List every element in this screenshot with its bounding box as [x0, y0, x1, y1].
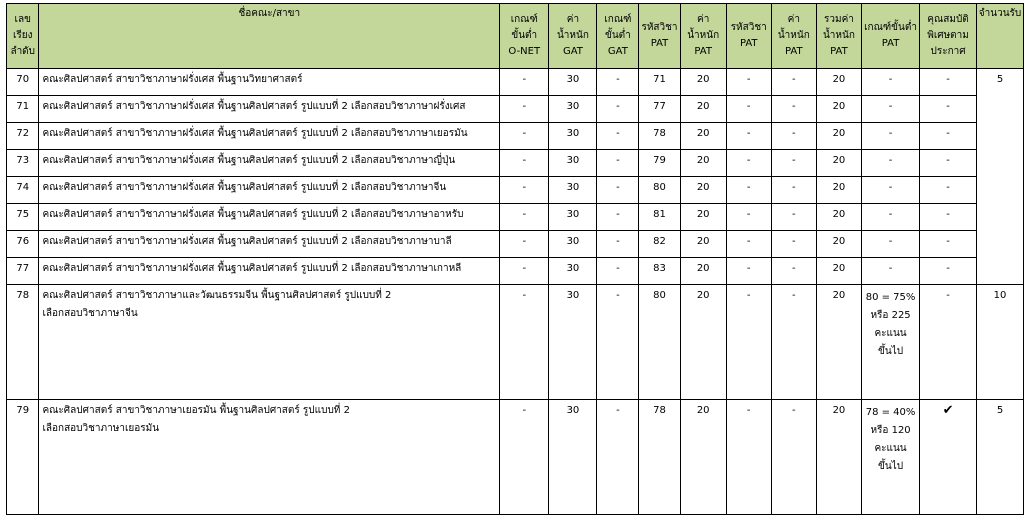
- header-special: คุณสมบัติ พิเศษตาม ประกาศ: [920, 4, 977, 69]
- row-special: -: [920, 231, 977, 258]
- row-seats: 10: [977, 285, 1024, 400]
- row-pat-weight-1: 20: [680, 231, 726, 258]
- row-no: 77: [7, 258, 39, 285]
- header-pat-code-1: รหัสวิชา PAT: [639, 4, 680, 69]
- header-pat-weight-1: ค่า น้ำหนัก PAT: [680, 4, 726, 69]
- row-no: 71: [7, 96, 39, 123]
- row-special: -: [920, 177, 977, 204]
- table-row: [7, 96, 1024, 123]
- row-pat-weight-2: -: [771, 150, 816, 177]
- row-pat-code-2: -: [726, 231, 771, 258]
- row-gat-min: -: [597, 285, 639, 400]
- row-onet-min: -: [500, 69, 549, 96]
- row-special: -: [920, 69, 977, 96]
- row-name: คณะศิลปศาสตร์ สาขาวิชาภาษาฝรั่งเศส พื้นฐานวิทยาศาสตร์: [39, 69, 500, 96]
- row-special: -: [920, 285, 977, 400]
- row-pat-weight-1: 20: [680, 285, 726, 400]
- table-row: [7, 285, 1024, 400]
- row-pat-code-1: 80: [639, 177, 680, 204]
- row-pat-code-1: 77: [639, 96, 680, 123]
- row-gat-weight: 30: [549, 123, 597, 150]
- row-no: 73: [7, 150, 39, 177]
- row-name: คณะศิลปศาสตร์ สาขาวิชาภาษาฝรั่งเศส พื้นฐานศิลปศาสตร์ รูปแบบที่ 2 เลือกสอบวิชาภาษาฝรั่งเศส: [39, 96, 500, 123]
- row-gat-min: -: [597, 400, 639, 515]
- row-pat-code-1: 78: [639, 123, 680, 150]
- row-no: 72: [7, 123, 39, 150]
- row-pat-min: 78 = 40% หรือ 120 คะแนน ขึ้นไป: [862, 400, 920, 515]
- row-pat-weight-2: -: [771, 400, 816, 515]
- row-name: คณะศิลปศาสตร์ สาขาวิชาภาษาฝรั่งเศส พื้นฐานศิลปศาสตร์ รูปแบบที่ 2 เลือกสอบวิชาภาษาจีน: [39, 177, 500, 204]
- row-pat-weight-2: -: [771, 96, 816, 123]
- row-special: -: [920, 204, 977, 231]
- header-pat-weight-2: ค่า น้ำหนัก PAT: [771, 4, 816, 69]
- row-pat-min: -: [862, 69, 920, 96]
- row-no: 78: [7, 285, 39, 400]
- row-seats: 5: [977, 69, 1024, 285]
- header-gat-min: เกณฑ์ ขั้นต่ำ GAT: [597, 4, 639, 69]
- row-pat-weight-2: -: [771, 231, 816, 258]
- header-gat-weight: ค่า น้ำหนัก GAT: [549, 4, 597, 69]
- row-pat-weight-1: 20: [680, 177, 726, 204]
- header-seats: จำนวนรับ: [977, 4, 1024, 69]
- row-pat-code-2: -: [726, 400, 771, 515]
- row-no: 70: [7, 69, 39, 96]
- row-pat-min: -: [862, 177, 920, 204]
- row-gat-weight: 30: [549, 231, 597, 258]
- row-no: 79: [7, 400, 39, 515]
- header-row: [7, 4, 1024, 69]
- table-row: [7, 150, 1024, 177]
- row-pat-weight-2: -: [771, 258, 816, 285]
- row-name: คณะศิลปศาสตร์ สาขาวิชาภาษาฝรั่งเศส พื้นฐานศิลปศาสตร์ รูปแบบที่ 2 เลือกสอบวิชาภาษาเยอรมัน: [39, 123, 500, 150]
- row-name: คณะศิลปศาสตร์ สาขาวิชาภาษาเยอรมัน พื้นฐานศิลปศาสตร์ รูปแบบที่ 2 เลือกสอบวิชาภาษาเยอรมัน: [39, 400, 500, 515]
- row-pat-code-1: 81: [639, 204, 680, 231]
- row-special: -: [920, 150, 977, 177]
- row-pat-code-2: -: [726, 177, 771, 204]
- row-gat-min: -: [597, 123, 639, 150]
- header-name: ชื่อคณะ/สาขา: [39, 4, 500, 69]
- row-pat-total: 20: [816, 150, 861, 177]
- row-onet-min: -: [500, 231, 549, 258]
- row-gat-min: -: [597, 231, 639, 258]
- row-pat-total: 20: [816, 177, 861, 204]
- row-pat-code-1: 78: [639, 400, 680, 515]
- row-pat-min: -: [862, 150, 920, 177]
- row-pat-total: 20: [816, 123, 861, 150]
- row-onet-min: -: [500, 258, 549, 285]
- row-no: 74: [7, 177, 39, 204]
- row-gat-weight: 30: [549, 150, 597, 177]
- row-pat-code-2: -: [726, 150, 771, 177]
- row-pat-code-1: 82: [639, 231, 680, 258]
- row-special: -: [920, 123, 977, 150]
- row-pat-code-1: 83: [639, 258, 680, 285]
- row-gat-weight: 30: [549, 69, 597, 96]
- header-no: เลข เรียง ลำดับ: [7, 4, 39, 69]
- header-onet-min: เกณฑ์ ขั้นต่ำ O-NET: [500, 4, 549, 69]
- row-gat-weight: 30: [549, 177, 597, 204]
- row-pat-weight-1: 20: [680, 69, 726, 96]
- header-pat-min: เกณฑ์ขั้นต่ำ PAT: [862, 4, 920, 69]
- row-gat-min: -: [597, 96, 639, 123]
- row-pat-code-1: 80: [639, 285, 680, 400]
- row-gat-min: -: [597, 69, 639, 96]
- row-onet-min: -: [500, 96, 549, 123]
- row-pat-weight-1: 20: [680, 123, 726, 150]
- row-onet-min: -: [500, 204, 549, 231]
- row-pat-code-2: -: [726, 204, 771, 231]
- admission-criteria-table-wrapper: [6, 3, 1024, 515]
- row-name: คณะศิลปศาสตร์ สาขาวิชาภาษาและวัฒนธรรมจีน พื้นฐานศิลปศาสตร์ รูปแบบที่ 2 เลือกสอบวิชาภาษาจีน: [39, 285, 500, 400]
- row-pat-total: 20: [816, 204, 861, 231]
- row-gat-weight: 30: [549, 96, 597, 123]
- row-pat-code-2: -: [726, 285, 771, 400]
- row-pat-code-2: -: [726, 96, 771, 123]
- row-pat-code-2: -: [726, 123, 771, 150]
- row-pat-weight-1: 20: [680, 400, 726, 515]
- row-gat-weight: 30: [549, 204, 597, 231]
- row-pat-min: -: [862, 231, 920, 258]
- row-pat-weight-2: -: [771, 123, 816, 150]
- table-row: [7, 258, 1024, 285]
- row-name: คณะศิลปศาสตร์ สาขาวิชาภาษาฝรั่งเศส พื้นฐานศิลปศาสตร์ รูปแบบที่ 2 เลือกสอบวิชาภาษาบาลี: [39, 231, 500, 258]
- row-pat-weight-1: 20: [680, 96, 726, 123]
- row-gat-weight: 30: [549, 258, 597, 285]
- row-pat-weight-1: 20: [680, 204, 726, 231]
- row-pat-min: -: [862, 204, 920, 231]
- row-seats: 5: [977, 400, 1024, 515]
- row-onet-min: -: [500, 177, 549, 204]
- checkmark-icon: ✔: [920, 400, 977, 515]
- row-onet-min: -: [500, 400, 549, 515]
- row-pat-code-1: 71: [639, 69, 680, 96]
- row-pat-total: 20: [816, 96, 861, 123]
- row-pat-min: 80 = 75% หรือ 225 คะแนน ขึ้นไป: [862, 285, 920, 400]
- row-pat-weight-1: 20: [680, 150, 726, 177]
- row-name: คณะศิลปศาสตร์ สาขาวิชาภาษาฝรั่งเศส พื้นฐานศิลปศาสตร์ รูปแบบที่ 2 เลือกสอบวิชาภาษาอาหรับ: [39, 204, 500, 231]
- row-pat-weight-1: 20: [680, 258, 726, 285]
- row-onet-min: -: [500, 285, 549, 400]
- row-gat-weight: 30: [549, 400, 597, 515]
- row-pat-code-2: -: [726, 258, 771, 285]
- row-pat-total: 20: [816, 231, 861, 258]
- table-row: [7, 204, 1024, 231]
- row-pat-min: -: [862, 96, 920, 123]
- row-pat-total: 20: [816, 400, 861, 515]
- row-gat-weight: 30: [549, 285, 597, 400]
- row-gat-min: -: [597, 177, 639, 204]
- row-pat-min: -: [862, 258, 920, 285]
- row-onet-min: -: [500, 123, 549, 150]
- row-pat-total: 20: [816, 285, 861, 400]
- row-no: 76: [7, 231, 39, 258]
- table-row: [7, 400, 1024, 515]
- row-special: -: [920, 96, 977, 123]
- header-pat-total: รวมค่า น้ำหนัก PAT: [816, 4, 861, 69]
- row-pat-weight-2: -: [771, 285, 816, 400]
- row-pat-code-2: -: [726, 69, 771, 96]
- row-onet-min: -: [500, 150, 549, 177]
- row-pat-weight-2: -: [771, 177, 816, 204]
- table-row: [7, 177, 1024, 204]
- row-pat-total: 20: [816, 69, 861, 96]
- row-pat-code-1: 79: [639, 150, 680, 177]
- row-gat-min: -: [597, 204, 639, 231]
- admission-criteria-table: [6, 3, 1024, 515]
- table-row: [7, 123, 1024, 150]
- row-pat-weight-2: -: [771, 204, 816, 231]
- row-gat-min: -: [597, 258, 639, 285]
- row-pat-total: 20: [816, 258, 861, 285]
- header-pat-code-2: รหัสวิชา PAT: [726, 4, 771, 69]
- table-row: [7, 69, 1024, 96]
- row-special: -: [920, 258, 977, 285]
- row-name: คณะศิลปศาสตร์ สาขาวิชาภาษาฝรั่งเศส พื้นฐานศิลปศาสตร์ รูปแบบที่ 2 เลือกสอบวิชาภาษาญี่ปุ่น: [39, 150, 500, 177]
- row-pat-weight-2: -: [771, 69, 816, 96]
- row-name: คณะศิลปศาสตร์ สาขาวิชาภาษาฝรั่งเศส พื้นฐานศิลปศาสตร์ รูปแบบที่ 2 เลือกสอบวิชาภาษาเกาหลี: [39, 258, 500, 285]
- table-row: [7, 231, 1024, 258]
- row-gat-min: -: [597, 150, 639, 177]
- row-no: 75: [7, 204, 39, 231]
- row-pat-min: -: [862, 123, 920, 150]
